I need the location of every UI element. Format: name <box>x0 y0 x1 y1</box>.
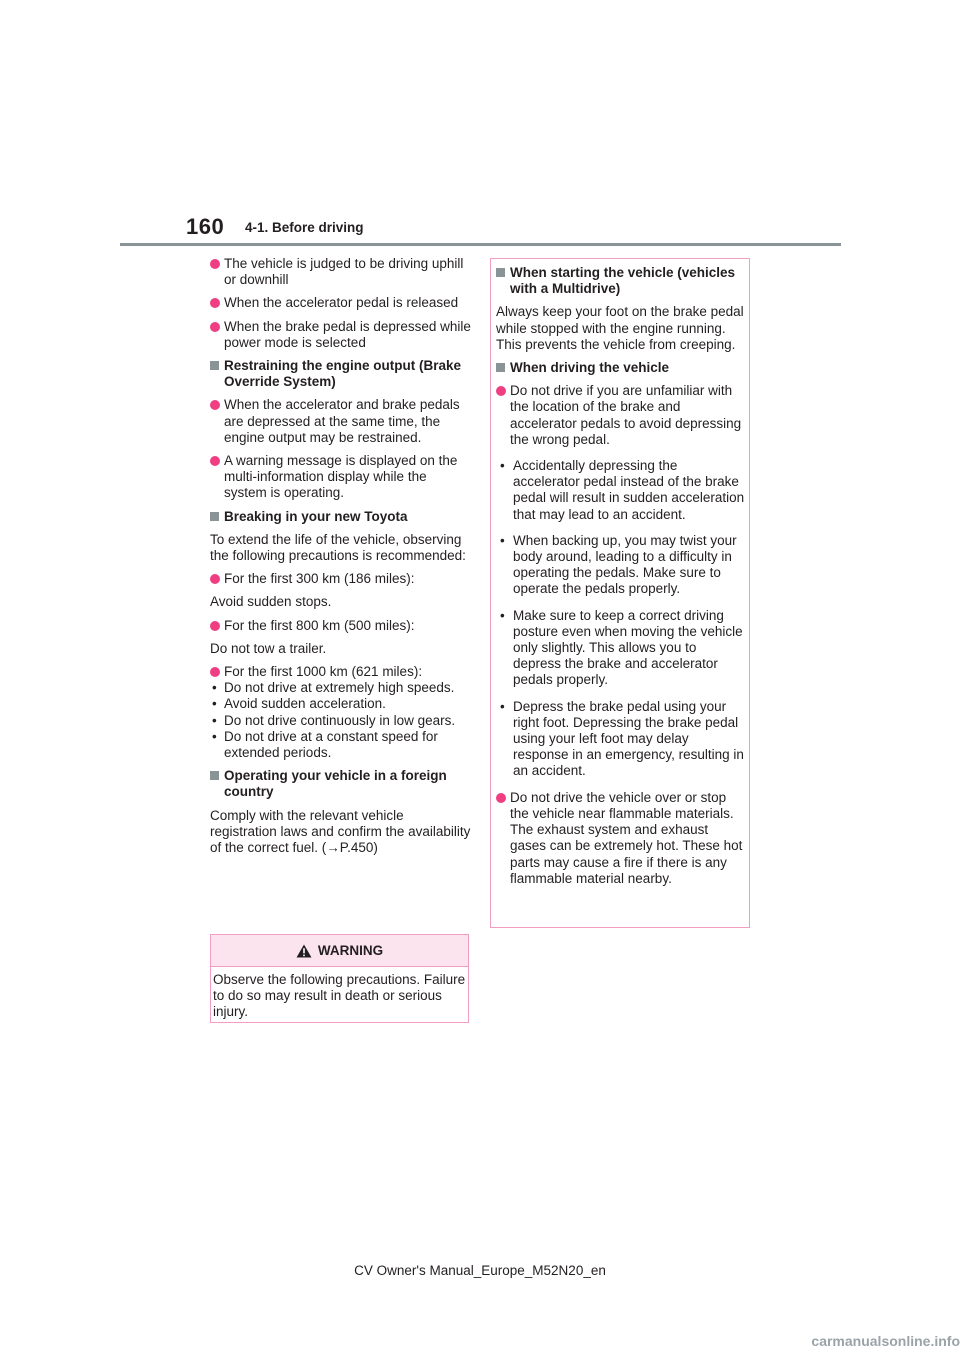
bullet-item: For the first 800 km (500 miles): <box>210 618 472 634</box>
bullet-item: The vehicle is judged to be driving uphill or downhill <box>210 256 472 288</box>
bullet-item: When the accelerator and brake pedals are depressed at the same time, the engine output may be restrained. <box>210 397 472 446</box>
heading-driving: When driving the vehicle <box>496 360 746 376</box>
warning-header <box>211 935 468 967</box>
bullet-item: Do not drive if you are unfamiliar with the location of the brake and accelerator pedals to avoid depressing the wrong pedal. <box>496 383 746 448</box>
bullet-item: When the brake pedal is depressed while power mode is selected <box>210 319 472 351</box>
heading-foreign-country: Operating your vehicle in a foreign country <box>210 768 472 800</box>
list-item: • Avoid sudden acceleration. <box>210 696 472 712</box>
list-item: • Do not drive continuously in low gears. <box>210 713 472 729</box>
paragraph: Do not tow a trailer. <box>210 640 327 656</box>
bullet-item: For the first 1000 km (621 miles): <box>210 664 472 680</box>
bullet-item: When the accelerator pedal is released <box>210 295 472 311</box>
starting-text: Always keep your foot on the brake pedal while stopped with the engine running. This prevents the vehicle from creeping. <box>496 304 744 352</box>
bullet-item: A warning message is displayed on the multi-information display while the system is operating. <box>210 453 472 502</box>
heading-breaking-in: Breaking in your new Toyota <box>210 509 472 525</box>
list-item: • Accidentally depressing the accelerator pedal instead of the brake pedal will result in sudden acceleration that may lead to an accident. <box>496 458 746 523</box>
breaking-in-intro: To extend the life of the vehicle, observing the following precautions is recommended: <box>210 531 466 564</box>
warning-body: Observe the following precautions. Failure to do so may result in death or serious injury. <box>213 972 466 1020</box>
watermark: carmanualsonline.info <box>811 1333 960 1349</box>
heading-restraining: Restraining the engine output (Brake Override System) <box>210 358 472 390</box>
foreign-country-text: Comply with the relevant vehicle registration laws and confirm the availability of the correct fuel. (→P.450) <box>210 807 471 856</box>
left-column <box>210 256 472 863</box>
bullet-item: For the first 300 km (186 miles): <box>210 571 472 587</box>
warning-continued-box <box>490 258 750 928</box>
header-rule <box>120 243 841 246</box>
list-item: • Do not drive at extremely high speeds. <box>210 680 472 696</box>
list-item: • When backing up, you may twist your body around, leading to a difficulty in operating the pedals. Make sure to operate the pedals properly. <box>496 533 746 598</box>
right-column <box>496 265 746 894</box>
heading-starting: When starting the vehicle (vehicles with a Multidrive) <box>496 265 746 297</box>
footer-manual-name: CV Owner's Manual_Europe_M52N20_en <box>354 1263 606 1278</box>
list-item: • Depress the brake pedal using your right foot. Depressing the brake pedal using your left foot may delay response in an emergency, resulting in an accident. <box>496 699 746 780</box>
bullet-item: Do not drive the vehicle over or stop the vehicle near flammable materials. The exhaust system and exhaust gases can be extremely hot. These hot parts may cause a fire if there is any flammable material nearby. <box>496 790 746 887</box>
section-title: 4-1. Before driving <box>245 220 364 235</box>
page-number: 160 <box>186 214 225 239</box>
list-item: • Make sure to keep a correct driving posture even when moving the vehicle only slightly. This allows you to depress the brake and accelerator pedals properly. <box>496 608 746 689</box>
km1000-list <box>210 680 472 761</box>
warning-title: WARNING <box>317 943 384 958</box>
list-item: • Do not drive at a constant speed for extended periods. <box>210 729 472 761</box>
paragraph: Avoid sudden stops. <box>210 594 332 610</box>
warning-box <box>210 934 469 1023</box>
warning-triangle-icon <box>296 944 312 958</box>
